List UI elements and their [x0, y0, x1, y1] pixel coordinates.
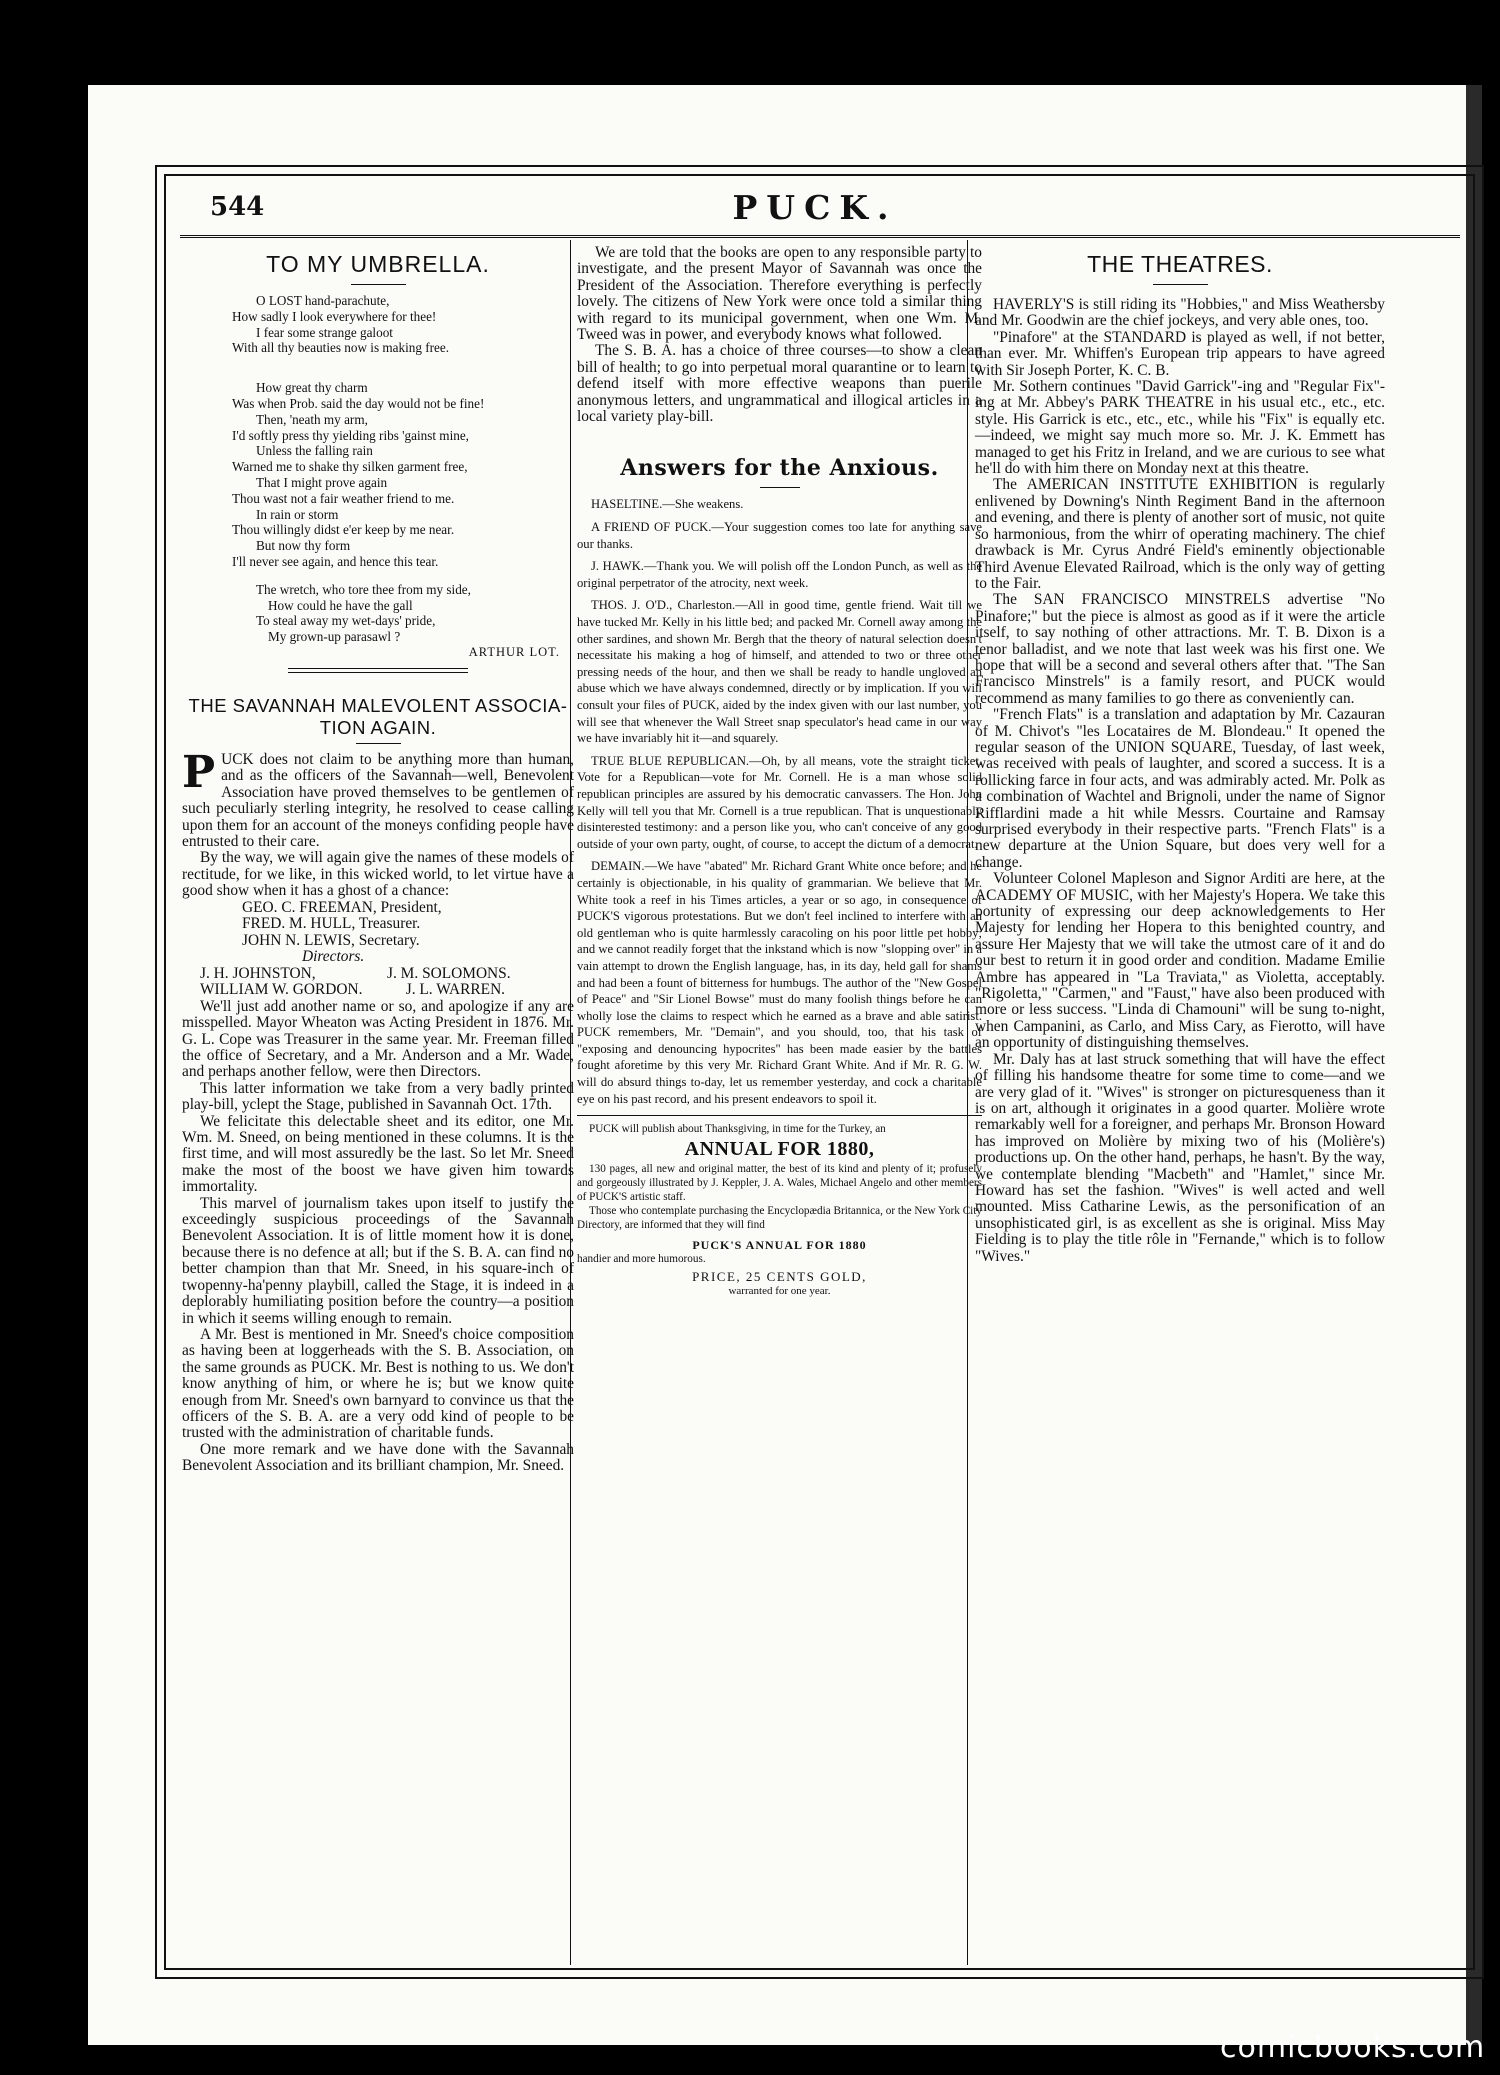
article-paragraph: We felicitate this delectable sheet and its editor, one Mr. Wm. M. Sneed, on being mentioned in these columns. It is the first time, and will most assuredly be the last. So let Mr. Sneed make the most of the boost we have given him towards immortality.	[182, 1112, 574, 1196]
poem-line: I'd softly press thy yielding ribs 'gainst mine,	[232, 427, 469, 443]
ad-description: 130 pages, all new and original matter, the best of its kind and plenty of it; profusely and gorgeously illustrated by J. Keppler, J. A. Wales, Michael Angelo and other members of PUCK'S artistic staff.	[577, 1163, 982, 1204]
ad-warranty: warranted for one year.	[728, 1285, 831, 1298]
directors-row	[182, 982, 574, 998]
poem-line: How great thy charm	[256, 380, 368, 396]
header-rule	[180, 235, 1460, 241]
ad-intro: PUCK will publish about Thanksgiving, in time for the Turkey, an	[589, 1123, 886, 1136]
poem-line: Then, 'neath my arm,	[256, 411, 368, 427]
poem-line: How could he have the gall	[268, 597, 413, 613]
section-rule	[288, 668, 468, 673]
drop-cap: P	[182, 746, 216, 798]
poem-line: To steal away my wet-days' pride,	[256, 613, 436, 629]
poem-line: Warned me to shake thy silken garment free,	[232, 459, 468, 475]
title-rule	[356, 743, 401, 744]
poem-line: In rain or storm	[256, 506, 339, 522]
theatre-paragraph: "Pinafore" at the STANDARD is played as well, if not better, than ever. Mr. Whiffen's European trip appears to have agreed with Sir Joseph Porter, K. C. B.	[975, 328, 1385, 379]
masthead-title: PUCK.	[732, 188, 898, 227]
ad-title: PUCK'S ANNUAL FOR 1880	[692, 1238, 867, 1253]
theatres-body	[975, 297, 1385, 1265]
title-rule	[351, 284, 406, 285]
answer-item: THOS. J. O'D., Charleston.—All in good time, gentle friend. Wait till we have tucked Mr. Kelly in his little bed; and packed Mr. Cornell away among the other sardines, and shown Mr. Bergh that the theory of natural selection doesn't necessitate his making a hog of himself, and attended to two or three other pressing needs of the hour, and then we shall be ready to handle ungloved an abuse which we have always condemned, directly or by implication. If you will consult your files of PUCK, aided by the index given with our last number, you will see that whenever the Wall Street snap speculator's head came in our way we have invariably hit it—and squarely.	[577, 598, 982, 746]
article-paragraph: The S. B. A. has a choice of three courses—to show a clean bill of health; to go into perpetual moral quarantine or to learn to defend itself with more effective weapons than puerile anonymous letters, and ungrammatical and illogical articles in a local variety play-bill.	[577, 342, 982, 426]
ad-headline: ANNUAL FOR 1880,	[684, 1138, 875, 1161]
answer-item: DEMAIN.—We have "abated" Mr. Richard Grant White once before; and he certainly is objectionable, in his quality of grammarian. We believe that Mr. White took a reef in his Times articles, a year or so ago, in consequence of PUCK'S vigorous protestations. But we don't feel inclined to interfere with an old gentleman who is quite harmlessly caracoling on his poor little pet hobby; and we cannot readily forget that the inkstand which is now "slopping over" in a vain attempt to drown the English language, has, in its day, held gall for shams and had been a fount of bitterness for humbugs. The author of the "New Gospel of Peace" and "Sir Lionel Bowse" must do many foolish things before he can wholly lose the claims to respect which he earned as a brave and able satirist. PUCK remembers, Mr. "Demain", and you should, too, that his task of "exposing and denouncing hypocrites" has been made easier by the battles fought aforetime by this very Mr. Richard Grant White. And if Mr. R. G. W. will do absurd things to-day, let us remember yesterday, and cock a charitable eye on his past record, and his present endeavors to spoil it.	[577, 859, 982, 1106]
poem-line: I fear some strange galoot	[256, 324, 393, 340]
poem-line: O LOST hand-parachute,	[256, 293, 390, 308]
annual-advertisement	[577, 1115, 982, 1298]
article-title: THE SAVANNAH MALEVOLENT ASSOCIA- TION AGAIN.	[188, 694, 568, 738]
poem-line: With all thy beauties now is making free.	[232, 340, 450, 356]
theatre-paragraph: The SAN FRANCISCO MINSTRELS advertise "No Pinafore;" but the piece is almost as good as if it were the article itself, to say nothing of other attractions. Mr. T. B. Dixon is a tenor balladist, and we note that last week was his first one. We hope that will be a second and several others after that. "The San Francisco Minstrels" is a family resort, and PUCK would recommend as many families to go there as conveniently can.	[975, 591, 1385, 707]
directors-row	[182, 966, 574, 982]
poem-line: That I might prove again	[256, 474, 388, 490]
page-header	[170, 188, 1460, 228]
column-right	[975, 245, 1385, 1265]
poem-line: I'll never see again, and hence this tear.	[232, 553, 439, 569]
article-body	[182, 746, 574, 1475]
article-paragraph: By the way, we will again give the names of these models of rectitude, for we like, in this wicked world, to let virtue have a good show when it has a ghost of a chance:	[182, 849, 574, 900]
officer-line: JOHN N. LEWIS, Secretary.	[242, 931, 420, 949]
article-paragraph: We'll just add another name or so, and apologize if any are misspelled. Mayor Wheaton was Acting President in 1876. Mr. G. L. Cope was Treasurer in the same year. Mr. Freeman filled the office of Secretary, and a Mr. Anderson and a Mr. Wade, and perhaps another fellow, were then Directors.	[182, 997, 574, 1081]
answers-heading: Answers for the Anxious.	[620, 455, 939, 482]
poem-line: Thou wast not a fair weather friend to me.	[232, 490, 455, 506]
poem-author: ARTHUR LOT.	[468, 644, 560, 659]
poem-line: Thou willingly didst e'er keep by me near.	[232, 522, 455, 538]
article-paragraph: This latter information we take from a very badly printed play-bill, yclept the Stage, published in Savannah Oct. 17th.	[182, 1079, 574, 1114]
poem-line: But now thy form	[256, 538, 351, 554]
officer-line: GEO. C. FREEMAN, President,	[242, 898, 442, 916]
site-watermark: comicbooks.com	[1220, 2030, 1486, 2065]
column-left	[182, 245, 574, 1475]
theatre-paragraph: The AMERICAN INSTITUTE EXHIBITION is regularly enlivened by Downing's Ninth Regiment Band in the afternoon and evening, and there is plenty of another sort of music, not quite so harmonious, from the whirr of operating machinery. The chief drawback is Mr. Cyrus André Field's eminently objectionable Third Avenue Elevated Railroad, which is the only way of getting to the Fair.	[975, 476, 1385, 592]
poem-line: Was when Prob. said the day would not be fine!	[232, 395, 485, 411]
article-paragraph: One more remark and we have done with the Savannah Benevolent Association and its brilliant champion, Mr. Sneed.	[182, 1440, 574, 1475]
poem-title: TO MY UMBRELLA.	[266, 251, 490, 277]
theatre-paragraph: "French Flats" is a translation and adaptation by Mr. Cazauran of M. Chivot's "les Locataires de M. Blondeau." It opened the regular season of the UNION SQUARE, Tuesday, of last week, was received with peals of laughter, and scored a success. It is a rollicking farce in four acts, and was admirably acted. Mr. Polk as a combination of Wachtel and Brignoli, under the name of Signor Rifflardini made a hit while Messrs. Courtaine and Ramsay surprised everybody in their respective parts. "French Flats" is a new departure at the Union Square, but does very well for a change.	[975, 706, 1385, 871]
poem-line: My grown-up parasawl ?	[268, 629, 401, 645]
answer-item: TRUE BLUE REPUBLICAN.—Oh, by all means, vote the straight ticket. Vote for a Republican—vote for Mr. Cornell. He is a man whose solid republican principles are assured by his democratic canvassers. The Hon. John Kelly will tell you that Mr. Cornell is a true republican. That is unquestionably disinterested testimony: and a person like you, who can't conceive of any good outside of your own party, ought, of course, to accept the dictum of a democrat.	[577, 753, 982, 851]
officer-line: Directors.	[302, 948, 365, 966]
director-name: J. H. JOHNSTON,	[200, 964, 316, 982]
director-name: J. M. SOLOMONS.	[387, 964, 511, 982]
theatre-paragraph: Mr. Daly has at last struck something that will have the effect of filling his handsome theatre for some time to come—and we are very glad of it. "Wives" is stronger on picturesqueness than it is on art, although it originates in a good quarter. Molière wrote remarkably well for a foreigner, and perhaps Mr. Bronson Howard has improved on Molière by mixing two of his (Molière's) productions up. On the other hand, perhaps, he hasn't. By the way, we contemplate blending "Macbeth" and "Hamlet," since Mr. Howard has set the fashion. "Wives" is well acted and well mounted. Miss Catharine Lewis, as the personification of an unsophisticated girl, is as excellent as she is original. Miss May Fielding is to play the title rôle in "Fernande," which is to follow "Wives."	[975, 1050, 1385, 1265]
officer-line: FRED. M. HULL, Treasurer.	[242, 915, 421, 933]
officers-list	[182, 900, 574, 966]
scan-border	[1482, 0, 1500, 2075]
title-rule	[1153, 284, 1208, 285]
ad-handier: handier and more humorous.	[577, 1253, 706, 1266]
poem-body	[232, 293, 574, 645]
answer-item: HASELTINE.—She weakens.	[591, 497, 744, 512]
theatres-title: THE THEATRES.	[1087, 251, 1273, 277]
article-paragraph: This marvel of journalism takes upon itself to justify the exceedingly suspicious proceedings of the Savannah Benevolent Association. It is of little moment how it is done, because there is no defence at all; but if the S. B. A. can find no better champion than that Mr. Sneed, in his square-inch of twopenny-ha'penny playbill, called the Stage, it is indeed in a deplorably humiliating position before the country—a position in which it seems willing enough to remain.	[182, 1194, 574, 1327]
poem-line: How sadly I look everywhere for thee!	[232, 308, 437, 324]
theatre-paragraph: Volunteer Colonel Mapleson and Signor Arditi are here, at the ACADEMY OF MUSIC, with her Majesty's Hopera. We take this portunity of expressing our deep acknowledgements to Her Majesty for lending her Hopera to this benighted country, and assure Her Majesty that we will take the utmost care of it and do our best to return it in good order and condition. Madame Emilie Ambre has appeared in "La Traviata," as Violetta, acceptably. "Rigoletta," "Carmen," and "Faust," have also been produced with more or less success. "Linda di Chamouni" will be sung to-night, when Campanini, as Carlo, and Miss Cary, as Fierotto, will have an opportunity of distinguishing themselves.	[975, 870, 1385, 1052]
answer-item: J. HAWK.—Thank you. We will polish off the London Punch, as well as the original perpetrator of the atrocity, next week.	[577, 559, 982, 590]
page-number: 544	[210, 192, 265, 222]
article-paragraph: UCK does not claim to be anything more than human, and as the officers of the Savannah—well, Benevolent Association have proved themselves to be gentlemen of such peculiarly sterling integrity, he resolved to cease calling upon them for an account of the moneys confiding people have entrusted to their care.	[182, 750, 574, 850]
column-middle	[577, 245, 982, 1298]
article-paragraph: We are told that the books are open to any responsible party to investigate, and the present Mayor of Savannah was once the President of the Association. Therefore everything is perfectly lovely. The citizens of New York were once told a similar thing with regard to its municipal government, when one Wm. M. Tweed was in power, and everybody knows what followed.	[577, 244, 982, 344]
ad-note: Those who contemplate purchasing the Encyclopædia Britannica, or the New York City Directory, are informed that they will find	[577, 1205, 982, 1232]
poem-line: Unless the falling rain	[256, 443, 373, 459]
article-continued	[577, 245, 982, 425]
answers-list	[577, 496, 982, 1107]
director-name: J. L. WARREN.	[405, 981, 506, 999]
ad-price: PRICE, 25 CENTS GOLD,	[692, 1269, 867, 1285]
theatre-paragraph: HAVERLY'S is still riding its "Hobbies," and Miss Weathersby and Mr. Goodwin are the chief jockeys, and very able ones, too.	[975, 296, 1385, 330]
poem-line: The wretch, who tore thee from my side,	[256, 581, 471, 597]
answer-item: A FRIEND OF PUCK.—Your suggestion comes too late for anything save our thanks.	[577, 520, 982, 551]
title-rule	[760, 487, 800, 488]
article-paragraph: A Mr. Best is mentioned in Mr. Sneed's choice composition as having been at loggerheads with the S. B. Association, on the same grounds as PUCK. Mr. Best is nothing to us. We don't know anything of him, or where he is; but we know quite enough from Mr. Sneed's own barnyard to convince us that the officers of the S. B. A. are a very odd kind of people to be trusted with the administration of charitable funds.	[182, 1325, 574, 1442]
director-name: WILLIAM W. GORDON.	[200, 981, 363, 999]
theatre-paragraph: Mr. Sothern continues "David Garrick"-ing and "Regular Fix"-ing at Mr. Abbey's PARK THEATRE in his usual etc., etc., etc. style. His Garrick is etc., etc., etc., while his "Fix" is equally etc.—indeed, we might say much more so. Mr. J. K. Emmett has managed to get his Fritz in Ireland, and we are curious to see what he'll do with him there on Monday next at this theatre.	[975, 378, 1385, 478]
